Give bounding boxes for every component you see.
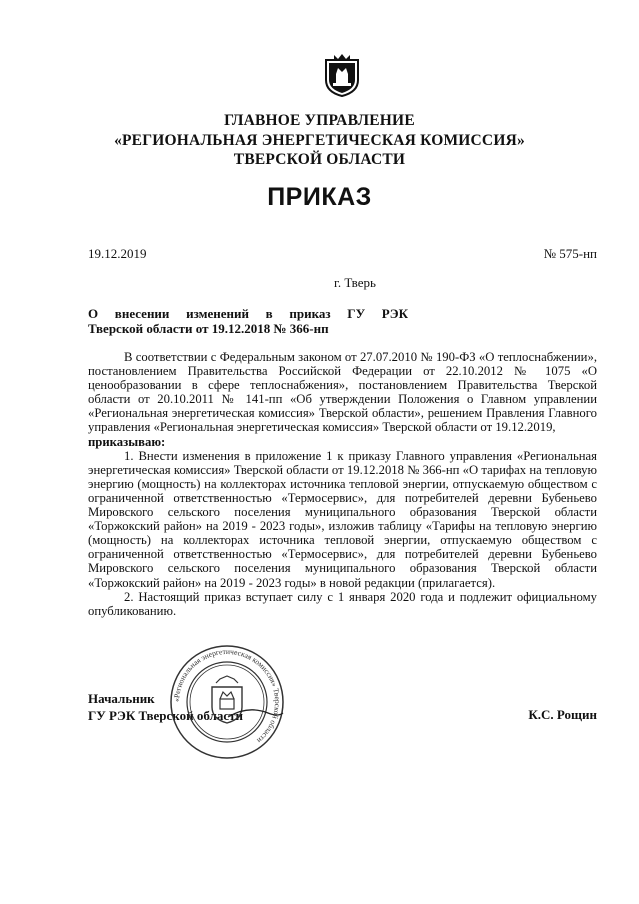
subject-line-2: Тверской области от 19.12.2018 № 366-нп [88,321,329,336]
agency-name-line-3: ТВЕРСКОЙ ОБЛАСТИ [233,151,406,168]
document-number: № 575-нп [543,246,597,261]
agency-name-line-2: «РЕГИОНАЛЬНАЯ ЭНЕРГЕТИЧЕСКАЯ КОМИССИЯ» [114,132,525,149]
document-body [88,350,597,618]
tver-coat-of-arms-icon [322,52,362,98]
subject-line-1: О внесении изменений в приказ ГУ РЭК [88,306,408,321]
preamble-paragraph: В соответствии с Федеральным законом от 27.07.2010 № 190-ФЗ «О теплоснабжении», постановлением Правительства Российской Федерации от 22.10.2012 № 1075 «О ценообразовании в сфере теплоснабжения», постановлением Правительства Тверской области от 20.10.2011 № 141-пп «Об утверждении Положения о Главном управлении «Региональная энергетическая комиссия» Тверской области», решением Правления Главного управления «Региональная энергетическая комиссия» Тверской области от 19.12.2019, [88,350,597,435]
signatory-position-line-2: ГУ РЭК Тверской области [88,708,243,723]
ordering-word: приказываю: [88,434,166,449]
agency-name-line-1: ГЛАВНОЕ УПРАВЛЕНИЕ [224,112,415,129]
order-item-1: 1. Внести изменения в приложение 1 к приказу Главного управления «Региональная энергетическая комиссия» Тверской области от 19.12.2018 № 366-нп «О тарифах на тепловую энергию (мощность) на коллекторах источника тепловой энергии, отпускаемую обществом с ограниченной ответственностью «Термосервис», для потребителей деревни Бубеньево Мировского сельского поселения муниципального образования Тверской области «Торжокский район» на 2019 - 2023 годы», изложив таблицу «Тарифы на тепловую энергию (мощность) на коллекторах источника тепловой энергии, отпускаемую обществом с ограниченной ответственностью «Термосервис», для потребителей деревни Бубеньево Мировского сельского поселения муниципального образования Тверской области «Торжокский район» на 2019 - 2023 годы» в новой редакции (прилагается). [88,448,597,590]
document-city: г. Тверь [334,275,376,290]
signatory-position-line-1: Начальник [88,691,155,706]
document-type-title: ПРИКАЗ [267,183,372,211]
order-item-2: 2. Настоящий приказ вступает силу с 1 января 2020 года и подлежит официальному опубликованию. [88,589,597,618]
document-date: 19.12.2019 [88,246,147,261]
stamp-text: «Региональная энергетическая комиссия» Тверской области [171,646,283,746]
document-subject [88,306,408,336]
official-stamp-icon [168,643,286,761]
signatory-name: К.С. Рощин [528,707,597,722]
